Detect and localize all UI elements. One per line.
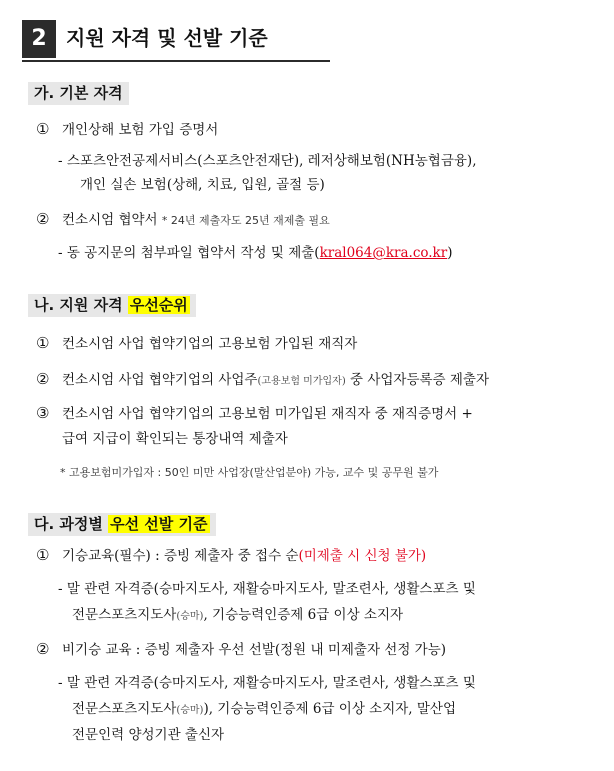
item-note: * 24년 제출자도 25년 재제출 필요: [161, 214, 330, 227]
sub-text: 전문스포츠지도사: [72, 701, 177, 717]
item-text: 컨소시엄 사업 협약기업의 고용보험 가입된 재직자: [62, 336, 358, 352]
basic-item-1-sub-2: 개인 실손 보험(상해, 치료, 입원, 골절 등): [80, 177, 325, 193]
selection-item-2-sub-3: 전문인력 양성기관 출신자: [72, 727, 225, 743]
sub-text-end: , 기승능력인증제 6급 이상 소지자: [203, 607, 404, 623]
heading-priority-box: [28, 294, 196, 317]
heading-priority-prefix: 나. 지원 자격: [34, 296, 128, 314]
title-underline: [22, 60, 330, 62]
heading-selection-box: [28, 513, 216, 536]
heading-selection: [28, 509, 216, 539]
item-number: ①: [36, 546, 50, 564]
item-warning: (미제출 시 신청 불가): [298, 548, 427, 564]
heading-selection-prefix: 다. 과정별: [34, 515, 109, 533]
item-number: ③: [36, 404, 50, 422]
heading-basic-qualification: [28, 78, 129, 108]
section-title: [22, 20, 330, 62]
item-text: 비기승 교육 : 증빙 제출자 우선 선발(정원 내 미제출자 선정 가능): [62, 642, 447, 658]
priority-item-1: [36, 332, 357, 355]
sub-small-text: (승마): [176, 705, 204, 716]
item-small-text: (고용보험 미가입자): [257, 376, 346, 387]
selection-item-1-sub-1: - 말 관련 자격증(승마지도사, 재활승마지도사, 말조련사, 생활스포츠 및: [58, 581, 476, 597]
basic-item-2: [36, 208, 330, 232]
item-text-end: 중 사업자등록증 제출자: [345, 372, 490, 388]
sub-text-end: ), 기승능력인증제 6급 이상 소지자, 말산업: [203, 701, 457, 717]
item-text: 컨소시엄 사업 협약기업의 사업주: [62, 372, 258, 388]
item-text: 개인상해 보험 가입 증명서: [62, 122, 219, 138]
item-text: 컨소시엄 협약서: [62, 212, 158, 228]
selection-item-2: [36, 638, 446, 661]
item-number: ①: [36, 120, 50, 138]
selection-item-1-sub-2: [72, 604, 403, 628]
selection-item-2-sub-2: [72, 698, 456, 722]
item-number: ②: [36, 210, 50, 228]
heading-priority: [28, 290, 196, 320]
heading-selection-highlight: 우선 선발 기준: [110, 515, 208, 533]
basic-item-1-sub-1: - 스포츠안전공제서비스(스포츠안전재단), 레저상해보험(NH농협금융),: [58, 153, 477, 169]
priority-item-2: [36, 368, 489, 393]
item-text: 컨소시엄 사업 협약기업의 고용보험 미가입된 재직자 중 재직증명서 +: [62, 406, 473, 422]
submission-close: ): [447, 245, 453, 261]
basic-item-1: [36, 118, 218, 141]
selection-item-1: [36, 544, 426, 567]
selection-item-2-sub-1: - 말 관련 자격증(승마지도사, 재활승마지도사, 말조련사, 생활스포츠 및: [58, 675, 476, 691]
sub-small-text: (승마): [176, 611, 204, 622]
email-link[interactable]: kral064@kra.co.kr: [319, 245, 448, 261]
item-number: ②: [36, 370, 50, 388]
heading-priority-highlight: 우선순위: [129, 296, 188, 314]
item-text: 기승교육(필수) : 증빙 제출자 중 접수 순: [62, 548, 299, 564]
sub-text: 전문스포츠지도사: [72, 607, 177, 623]
section-title-text: 지원 자격 및 선발 기준: [66, 26, 268, 50]
priority-item-3-cont: 급여 지급이 확인되는 통장내역 제출자: [62, 431, 288, 447]
heading-basic-text: 가. 기본 자격: [28, 82, 129, 105]
priority-item-3: [36, 402, 473, 425]
item-number: ②: [36, 640, 50, 658]
priority-note: * 고용보험미가입자 : 50인 미만 사업장(말산업분야) 가능, 교수 및 공무원 불가: [60, 466, 439, 479]
section-number: 2: [22, 20, 56, 58]
submission-text: - 동 공지문의 첨부파일 협약서 작성 및 제출(: [58, 245, 320, 261]
basic-item-2-sub-1: [58, 242, 452, 264]
item-number: ①: [36, 334, 50, 352]
